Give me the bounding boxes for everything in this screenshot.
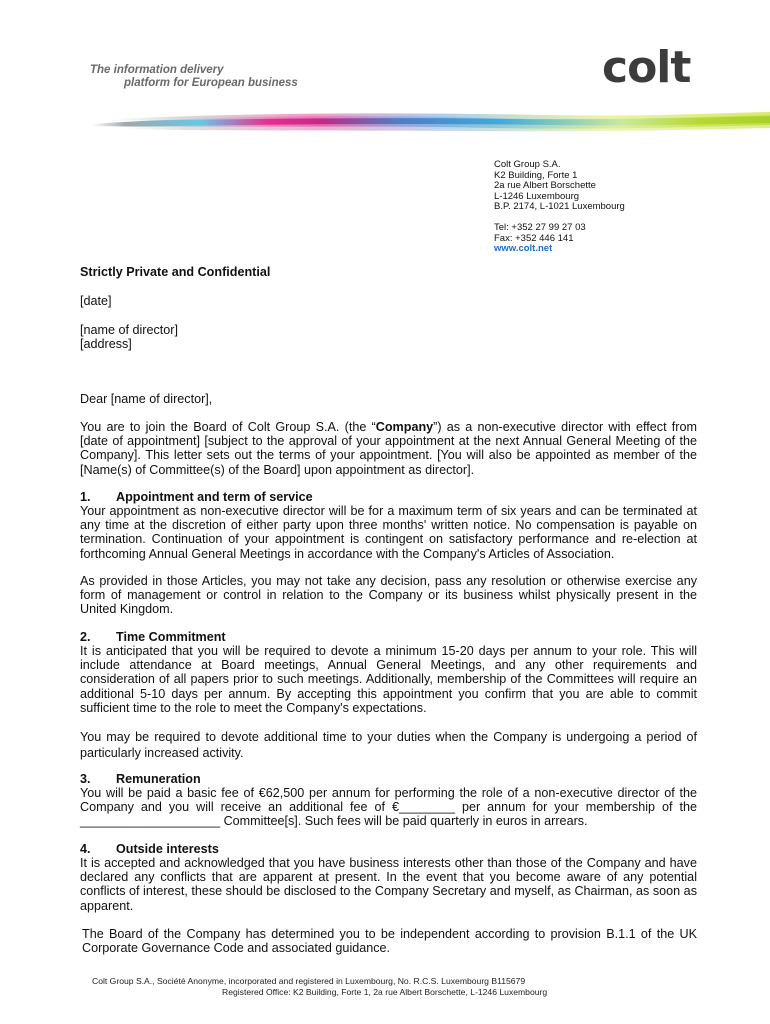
section-1-paragraph-2: As provided in those Articles, you may not take any decision, pass any resolution or otherwise exercise any form of management or control in relation to the Company or its business whilst physically present in the United Kingdom.: [80, 574, 697, 617]
tagline-line-2: platform for European business: [124, 77, 298, 89]
colt-logo: colt: [602, 42, 691, 93]
section-3-number: 3.: [80, 772, 91, 786]
intro-paragraph: [80, 420, 697, 477]
section-4-paragraph-1: It is accepted and acknowledged that you have business interests other than those of the Company and have declared any conflicts that are apparent at present. In the event that you become aware of any potential conflicts of interest, these should be disclosed to the Company Secretary and myself, as Chairman, as soon as apparent.: [80, 856, 697, 913]
section-3-paragraph-1: You will be paid a basic fee of €62,500 per annum for performing the role of a non-executive director of the Company and you will receive an additional fee of €________ per annum for your membership of the ____________________ Committee[s]. Such fees will be paid quarterly in euros in arrears.: [80, 786, 697, 829]
address-company: Colt Group S.A.: [494, 159, 561, 170]
letter-date: [date]: [80, 294, 112, 308]
address-street: 2a rue Albert Borschette: [494, 180, 596, 192]
footer-registered-office: Registered Office: K2 Building, Forte 1, 2a rue Albert Borschette, L-1246 Luxembourg: [222, 987, 548, 997]
address-fax: Fax: +352 446 141: [494, 232, 574, 244]
section-2-heading: [80, 630, 697, 644]
director-address: [address]: [80, 337, 132, 351]
tagline-line-1: The information delivery: [90, 64, 224, 76]
address-city: L-1246 Luxembourg: [494, 190, 580, 202]
section-4-paragraph-2: The Board of the Company has determined you to be independent according to provision B.1.1 of the UK Corporate Governance Code and associated guidance.: [82, 927, 697, 956]
intro-text-1: You are to join the Board of Colt Group S.A. (the “: [80, 420, 376, 434]
tagline: [90, 64, 298, 90]
section-3-title: Remuneration: [116, 772, 201, 786]
footer-registration: Colt Group S.A., Société Anonyme, incorporated and registered in Luxembourg, No. R.C.S. Luxembourg B115679: [92, 976, 526, 986]
intro-text-2: ”) as a non-executive director with effect from [date of appointment] [subject to the approval of your appointment at the next Annual General Meeting of the Company]. This letter sets out the terms of your appointment. [You will also be appointed as member of the [Name(s) of Committee(s) of the Board] upon appointment as director].: [80, 420, 697, 477]
address-po-box: B.P. 2174, L-1021 Luxembourg: [494, 201, 625, 213]
director-name: [name of director]: [80, 323, 178, 337]
section-4-heading: [80, 842, 697, 856]
section-2-title: Time Commitment: [116, 630, 226, 644]
salutation: Dear [name of director],: [80, 392, 213, 406]
website-link[interactable]: www.colt.net: [494, 243, 553, 255]
section-1-paragraph-1: Your appointment as non-executive director will be for a maximum term of six years and can be terminated at any time at the discretion of either party upon three months' written notice. No compensation is payable on termination. Continuation of your appointment is contingent on satisfactory performance and re-election at forthcoming Annual General Meetings in accordance with the Company's Articles of Association.: [80, 504, 697, 561]
color-band-decoration: [92, 110, 770, 134]
section-2-paragraph-1: It is anticipated that you will be required to devote a minimum 15-20 days per annum to your role. This will include attendance at Board meetings, Annual General Meetings, and any other requirements and consideration of all papers prior to such meetings. Additionally, membership of the Committees will require an additional 5-10 days per annum. By accepting this appointment you confirm that you are able to commit sufficient time to the role to meet the Company's expectations.: [80, 644, 697, 715]
address-tel: Tel: +352 27 99 27 03: [494, 221, 586, 233]
confidential-heading: Strictly Private and Confidential: [80, 265, 271, 279]
section-4-title: Outside interests: [116, 842, 219, 856]
section-1-number: 1.: [80, 490, 91, 504]
section-1-heading: [80, 490, 697, 504]
section-2-paragraph-2: You may be required to devote additional time to your duties when the Company is undergoing a period of particularly increased activity.: [80, 730, 697, 760]
address-building: K2 Building, Forte 1: [494, 169, 578, 181]
section-1-title: Appointment and term of service: [116, 490, 313, 504]
section-3-heading: [80, 772, 697, 786]
intro-company-term: Company: [375, 420, 434, 434]
company-address-block: [494, 160, 625, 255]
section-4-number: 4.: [80, 842, 91, 856]
section-2-number: 2.: [80, 630, 91, 644]
